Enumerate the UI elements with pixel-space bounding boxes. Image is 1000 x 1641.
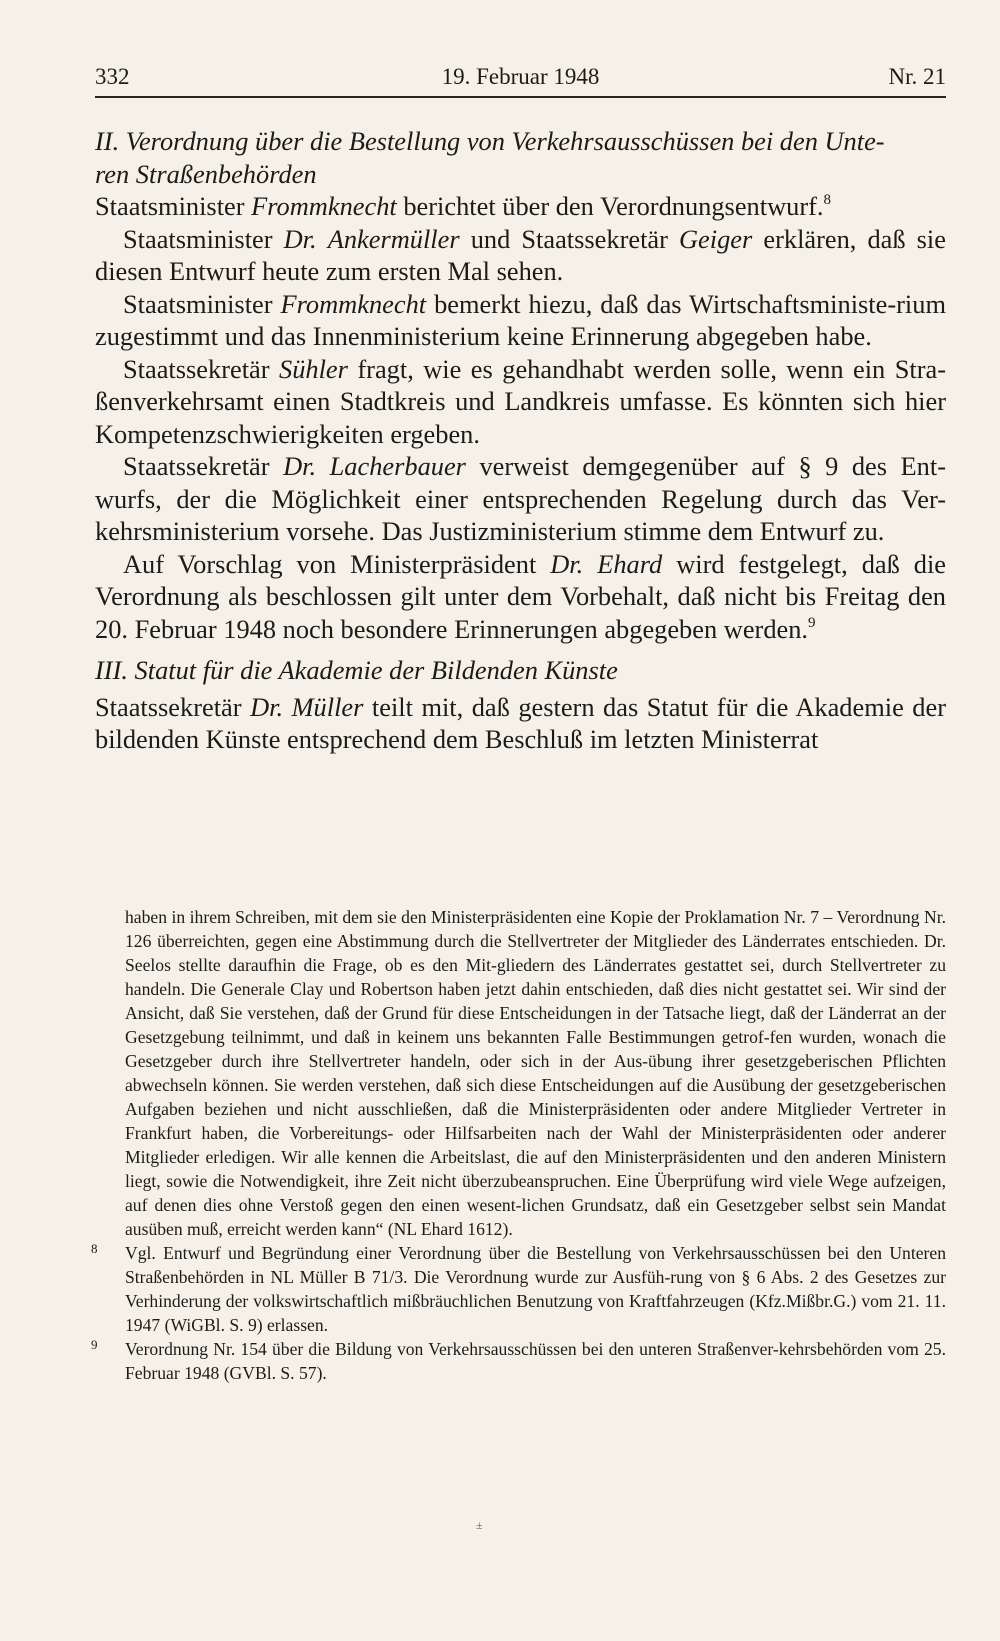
person-name: Müller [291,691,364,722]
paragraph [95,190,946,223]
title-dr: Dr. [250,691,284,722]
section-heading-ii [95,125,946,190]
footnote-ref[interactable]: 8 [823,192,831,208]
page-number: 332 [95,64,130,89]
text-run: wird festgelegt, daß die Verordnung als beschlossen gilt unter dem Vorbehalt, daß nicht bis Freitag den 20. Februar 1948 noch besondere Erinnerungen abgegeben werden. [95,548,946,644]
paragraph [95,223,946,288]
running-header [95,60,946,98]
footnote-continuation: haben in ihrem Schreiben, mit dem sie den Ministerpräsidenten eine Kopie der Proklamation Nr. 7 – Verordnung Nr. 126 überreichten, gegen eine Abstimmung durch die Stellvertreter der Mitglieder des Länderrates entschieden. Dr. Seelos stellte daraufhin die Frage, ob es den Mit-gliedern des Länderrates gestattet sei, durch Stellvertreter zu handeln. Die Generale Clay und Robertson haben jetzt dahin entschieden, daß dies nicht gestattet sei. Wir sind der Ansicht, daß Sie verstehen, daß der Grund für diese Entscheidungen in der Tatsache liegt, daß der Länderrat an der Gesetzgebung teilnimmt, und daß in keinem uns bekannten Falle Bestimmungen getrof-fen wurden, wonach die Gesetzgeber durch ihre Stellvertreter handeln, oder sich in der Aus-übung ihrer gesetzgeberischen Pflichten abwechseln können. Sie werden verstehen, daß sich diese Entscheidungen auf die Ausübung der gesetzgeberischen Aufgaben beziehen und nicht ausschließen, daß die Ministerpräsidenten oder andere Mitglieder Vertreter in Frankfurt haben, die Vorbereitungs- oder Hilfsarbeiten nach der Wahl der Ministerpräsidenten oder anderer Mitglieder erledigen. Wir alle kennen die Arbeitslast, die auf den Ministerpräsidenten und den anderen Ministern liegt, sowie die Notwendigkeit, ihre Zeit nicht überzubeanspruchen. Eine Überprüfung wird viele Wege aufzeigen, auf denen dies ohne Verstoß gegen den einen wesent-lichen Grundsatz, daß ein Gesetzgeber selbst sein Mandat ausüben muß, erreicht werden kann“ (NL Ehard 1612). [125,907,946,1239]
paragraph [95,288,946,353]
paragraph [95,548,946,646]
person-name: Frommknecht [251,191,397,221]
section-heading-ii-line2: ren Straßenbehörden [95,158,317,189]
footnote-9 [91,1337,946,1385]
text-run: Staatsminister [95,191,252,221]
text-run: berichtet über den Verordnungsentwurf. [396,191,824,221]
text-run: fragt, wie es gehandhabt werden solle, wenn ein Stra-ßenverkehrsamt einen Stadtkreis und Landkreis umfasse. Es könnten sich hier Kompetenzschwierigkeiten ergeben. [95,353,946,449]
text-run: Staatsminister [123,288,281,319]
person-name: Ankermüller [327,223,460,254]
section-heading-ii-line1: II. Verordnung über die Bestellung von Verkehrsausschüssen bei den Unte- [95,126,885,156]
paragraph [95,353,946,451]
footnotes [91,905,946,1385]
person-name: Frommknecht [280,288,427,319]
person-name: Sühler [279,353,348,384]
footnote-text: Vgl. Entwurf und Begründung einer Verordnung über die Bestellung von Verkehrsausschüssen bei den Unteren Straßenbehörden in NL Müller B 71/3. Die Verordnung wurde zur Ausfüh-rung von § 6 Abs. 2 des Gesetzes zur Verhinderung der volkswirtschaftlich mißbräuchlichen Benutzung von Kraftfahrzeugen (Kfz.Mißbr.G.) vom 21. 11. 1947 (WiGBl. S. 9) erlassen. [125,1243,946,1335]
text-run: Staatssekretär [123,451,284,481]
text-run: Staatssekretär [95,691,251,722]
text-run: Staatsminister [123,223,284,254]
print-mark: ± [476,1518,483,1532]
title-dr: Dr. [283,451,317,481]
text-run: Staatssekretär [123,353,280,384]
footnote-text: Verordnung Nr. 154 über die Bildung von Verkehrsausschüssen bei den unteren Straßenver-kehrsbehörden vom 25. Februar 1948 (GVBl. S. 57). [125,1339,946,1383]
text-run: verweist demgegenüber auf § 9 des Ent-wurfs, der die Möglichkeit einer entsprechenden Regelung durch das Ver-kehrsministerium vorsehe. Das Justizministerium stimme dem Entwurf zu. [95,451,946,546]
person-name: Lacherbauer [329,451,466,481]
issue-number: Nr. 21 [888,64,946,89]
footnote-number: 8 [91,1241,98,1256]
main-text [95,125,946,756]
footnote-8 [91,1241,946,1337]
person-name: Geiger [679,223,753,254]
text-run: erklären, daß sie diesen Entwurf heute zum ersten Mal sehen. [95,223,946,286]
section-heading-iii: III. Statut für die Akademie der Bildenden Künste [95,655,618,685]
title-dr: Dr. [283,223,317,254]
text-run: und Staatssekretär [459,223,679,254]
footnote-ref[interactable]: 9 [808,614,816,631]
person-name: Ehard [597,548,663,579]
title-dr: Dr. [550,548,584,579]
text-run: Auf Vorschlag von Ministerpräsident [123,548,551,579]
text-run: bemerkt hiezu, daß das Wirtschaftsministe-rium zugestimmt und das Innenministerium keine Erinnerung abgegeben habe. [95,288,946,351]
paragraph [95,691,946,756]
text-run: teilt mit, daß gestern das Statut für die Akademie der bildenden Künste entsprechend dem Beschluß im letzten Ministerrat [95,691,946,754]
header-date: 19. Februar 1948 [441,64,600,89]
footnote-number: 9 [91,1337,98,1352]
paragraph [95,450,946,548]
